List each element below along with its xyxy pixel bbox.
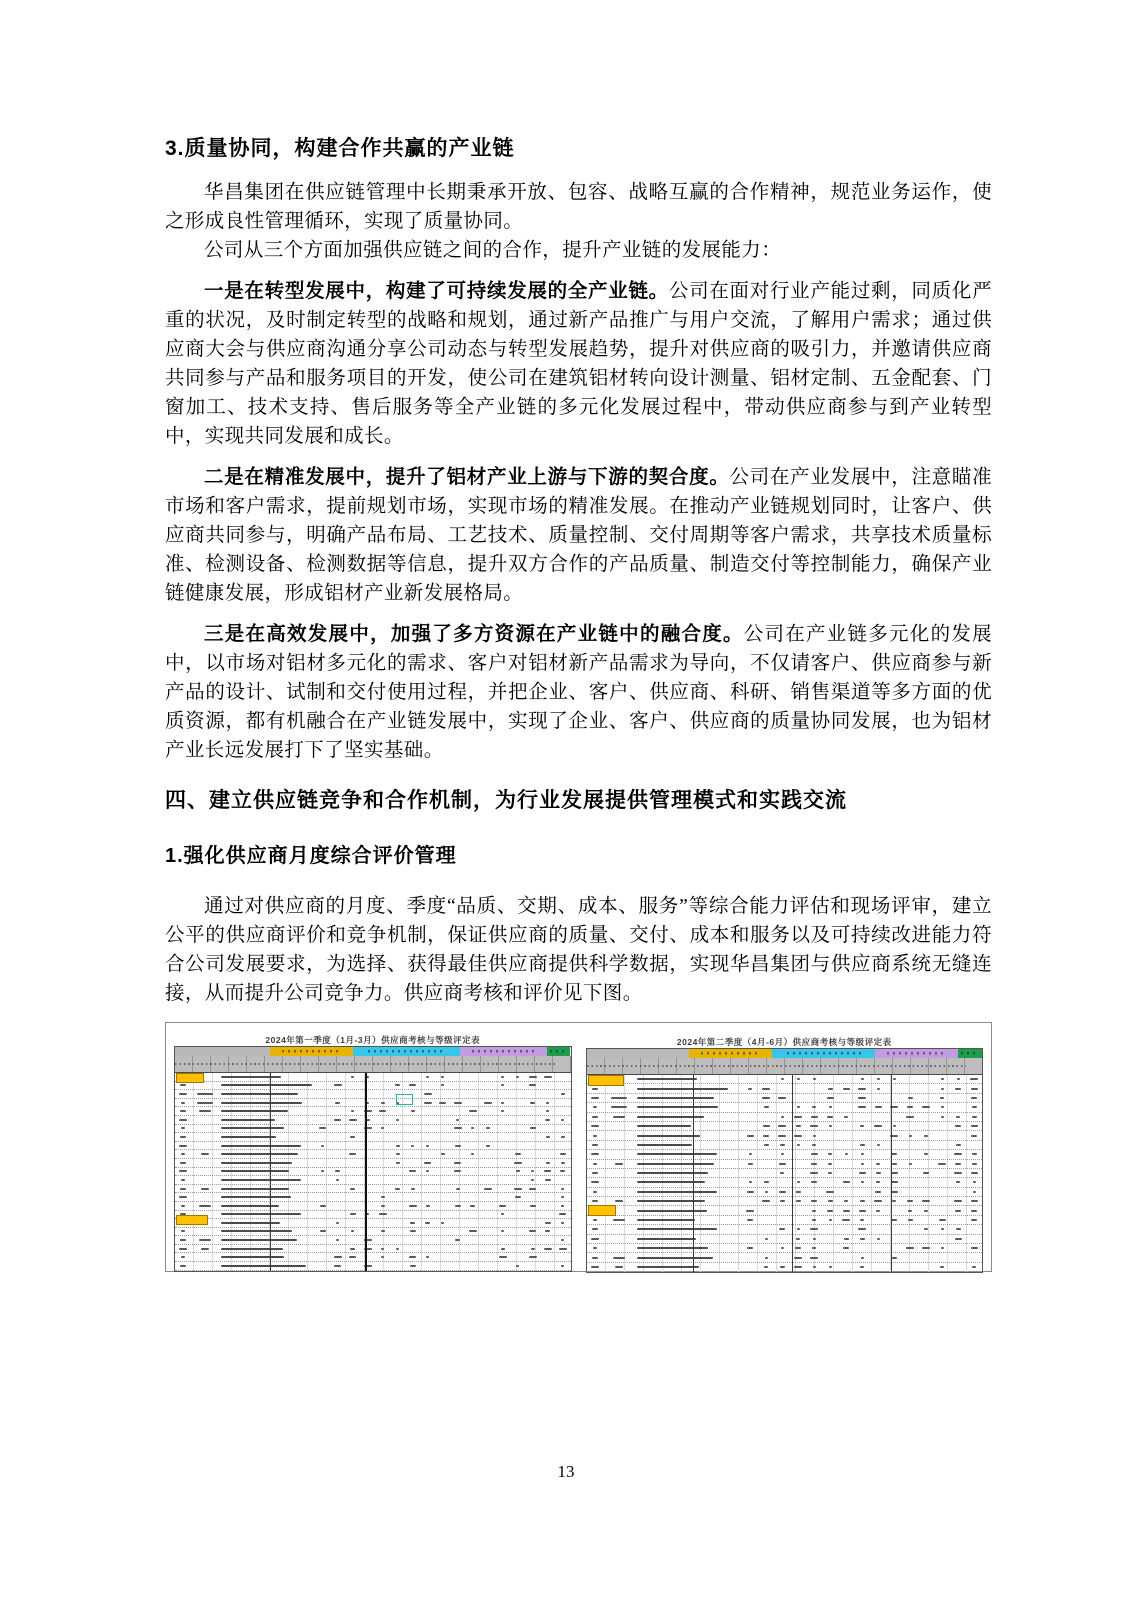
paragraph-evaluation: 通过对供应商的月度、季度“品质、交期、成本、服务”等综合能力评估和现场评审，建立公平的供应商评价和竞争机制，保证供应商的质量、交付、成本和服务以及可持续改进能力符合公司发展要求，为选择、获得最佳供应商提供科学数据，实现华昌集团与供应商系统无缝连接，从而提升公司竞争力。供应商考核和评价见下图。 <box>165 896 992 1004</box>
group-divider-line <box>891 1075 892 1272</box>
point-1-body: 公司在面对行业产能过剩，同质化严重的状况，及时制定转型的战略和规划，通过新产品推广与用户交流，了解用户需求；通过供应商大会与供应商沟通分享公司动态与转型发展趋势，提升对供应商的吸引力，并邀请供应商共同参与产品和服务项目的开发，使公司在建筑铝材转向设计测量、铝材定制、五金配套、门窗加工、技术支持、售后服务等全产业链的多元化发展过程中，带动供应商参与到产业转型中，实现共同发展和成长。 <box>165 281 993 447</box>
selected-cell-outline <box>396 1094 413 1105</box>
figure-table-q1-body <box>175 1073 571 1271</box>
paragraph-intro-2: 公司从三个方面加强供应链之间的合作，提升产业链的发展能力： <box>204 240 782 261</box>
highlight-cell-yellow <box>176 1073 204 1083</box>
paragraph-point-3 <box>165 620 992 765</box>
point-3-lead: 三是在高效发展中，加强了多方资源在产业链中的融合度。 <box>204 623 744 645</box>
figure-table-q1 <box>174 1034 572 1260</box>
figure-table-q1-title: 2024年第一季度（1月-3月）供应商考核与等级评定表 <box>265 1035 481 1045</box>
header-band-green <box>958 1049 982 1058</box>
figure-table-q1-header-bands <box>175 1047 571 1056</box>
highlight-cell-yellow <box>588 1205 616 1216</box>
header-band-yellow <box>689 1049 772 1058</box>
header-band-cyan <box>772 1049 875 1058</box>
highlight-cell-yellow <box>176 1215 208 1225</box>
header-band-green <box>547 1047 571 1056</box>
point-2-body: 公司在产业发展中，注意瞄准市场和客户需求，提前规划市场，实现市场的精准发展。在推动产业链规划同时，让客户、供应商共同参与，明确产品布局、工艺技术、质量控制、交付周期等客户需求，共享技术质量标准、检测设备、检测数据等信息，提升双方合作的产品质量、制造交付等控制能力，确保产业链健康发展，形成铝材产业新发展格局。 <box>165 467 993 604</box>
page-number: 13 <box>557 1462 575 1481</box>
figure-table-q2-grid <box>586 1048 984 1273</box>
header-corner-gray <box>587 1049 690 1058</box>
page-content <box>165 0 992 1272</box>
figure-table-q1-subheader <box>175 1056 571 1073</box>
heading-monthly-evaluation: 1.强化供应商月度综合评价管理 <box>165 845 457 867</box>
paragraph-intro-1: 华昌集团在供应链管理中长期秉承开放、包容、战略互赢的合作精神，规范业务运作，使之形成良性管理循环，实现了质量协同。 <box>165 182 992 232</box>
header-band-cyan <box>353 1047 460 1056</box>
figure-table-q2-subheader <box>587 1058 983 1075</box>
point-3-body: 公司在产业链多元化的发展中，以市场对铝材多元化的需求、客户对铝材新产品需求为导向，不仅请客户、供应商参与新产品的设计、试制和交付使用过程，并把企业、客户、供应商、科研、销售渠道等多方面的优质资源，都有机融合在产业链发展中，实现了企业、客户、供应商的质量协同发展，也为铝材产业长远发展打下了坚实基础。 <box>165 624 992 761</box>
supplier-evaluation-figure <box>165 1022 992 1272</box>
header-band-purple <box>460 1047 547 1056</box>
group-divider-line <box>270 1073 271 1271</box>
group-divider-line <box>693 1075 694 1272</box>
heading-quality-synergy: 3.质量协同，构建合作共赢的产业链 <box>165 137 515 160</box>
header-band-yellow <box>270 1047 353 1056</box>
highlight-cell-yellow <box>588 1075 624 1086</box>
figure-table-q2-header-bands <box>587 1049 983 1058</box>
header-corner-gray <box>175 1047 270 1056</box>
figure-table-q2 <box>586 1036 984 1260</box>
header-band-purple <box>875 1049 958 1058</box>
figure-table-q2-title: 2024年第二季度（4月-6月）供应商考核与等级评定表 <box>676 1037 892 1047</box>
paragraph-point-1 <box>165 277 992 451</box>
point-2-lead: 二是在精准发展中，提升了铝材产业上游与下游的契合度。 <box>204 466 730 488</box>
figure-table-q2-body <box>587 1075 983 1272</box>
group-divider-line <box>365 1073 367 1271</box>
heading-section-4: 四、建立供应链竞争和合作机制，为行业发展提供管理模式和实践交流 <box>165 789 847 812</box>
point-1-lead: 一是在转型发展中，构建了可持续发展的全产业链。 <box>204 280 669 302</box>
group-divider-line <box>792 1075 793 1272</box>
figure-table-q1-grid <box>174 1046 572 1272</box>
paragraph-point-2 <box>165 463 992 608</box>
